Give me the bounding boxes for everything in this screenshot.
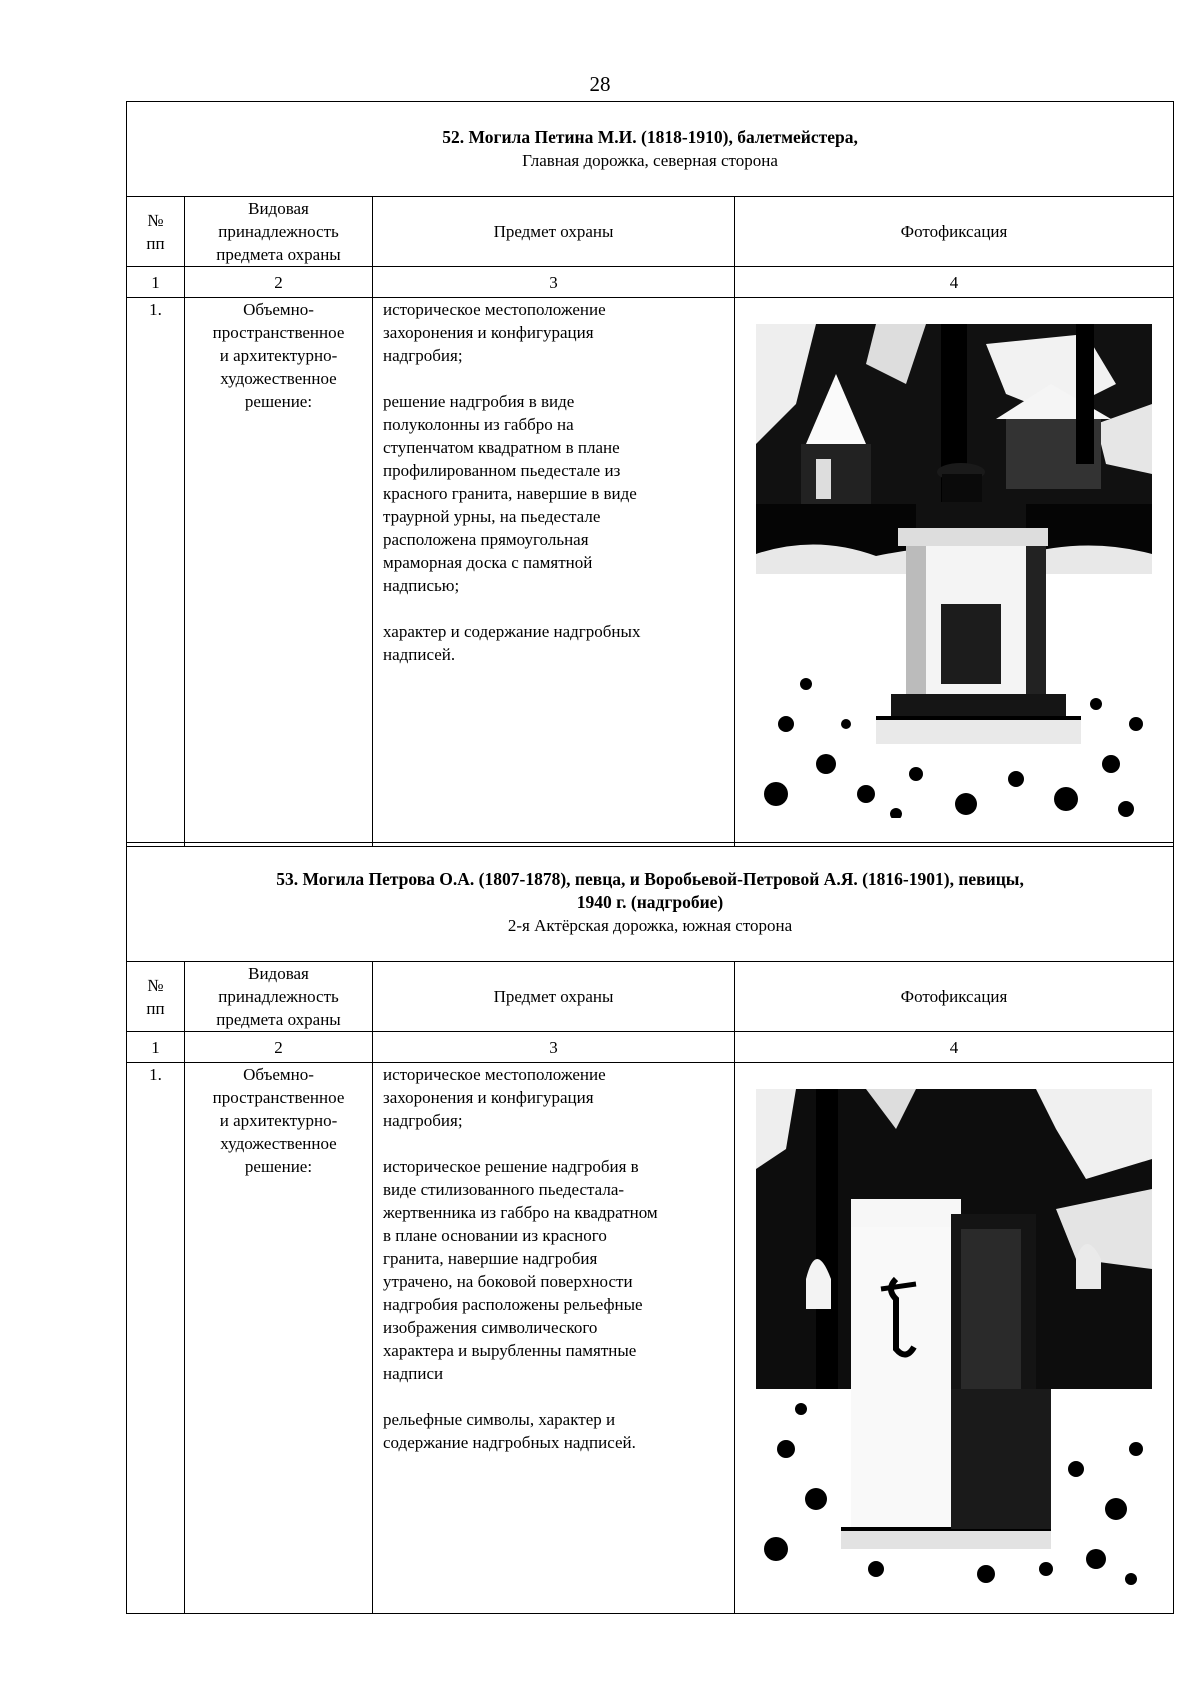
header-photo: Фотофиксация [735,962,1174,1032]
header-number: № пп [127,197,185,267]
header-type: Видовая принадлежность предмета охраны [185,962,373,1032]
section-title-cell [127,843,1174,962]
photo-cell [735,1063,1174,1614]
column-number-1: 1 [127,267,185,298]
protection-subject: историческое местоположение захоронения и конфигурация надгробия; решение надгробия в виде полуколонны из габбро на ступенчатом квадратном в плане профилированном пьедестале из красного гранита, навершие в виде траурной урны, на пьедестале расположена прямоугольная мраморная доска с памятной надписью; характер и содержание надгробных надписей. [373,298,735,847]
row-index: 1. [127,1063,185,1614]
section-title: 53. Могила Петрова О.А. (1807-1878), певца, и Воробьевой-Петровой А.Я. (1816-1901), певицы, [276,868,1024,889]
gravestone-photo-2 [756,1089,1152,1585]
row-index: 1. [127,298,185,847]
grave-section-53 [126,842,1174,1614]
section-subtitle: Главная дорожка, северная сторона [522,151,778,170]
header-photo: Фотофиксация [735,197,1174,267]
column-number-2: 2 [185,267,373,298]
protection-subject: историческое местоположение захоронения и конфигурация надгробия; историческое решение надгробия в виде стилизованного пьедестала- жертвенника из габбро на квадратном в плане основании из красного гранита, навершие надгробия утрачено, на боковой поверхности надгробия расположены рельефные изображения символического характера и вырубленны памятные надписи рельефные символы, характер и содержание надгробных надписей. [373,1063,735,1614]
header-type: Видовая принадлежность предмета охраны [185,197,373,267]
column-number-1: 1 [127,1032,185,1063]
gravestone-photo-1 [756,324,1152,818]
protection-type: Объемно- пространственное и архитектурно- художественное решение: [185,1063,373,1614]
section-title: 52. Могила Петина М.И. (1818-1910), балетмейстера, [442,127,858,147]
header-subject: Предмет охраны [373,962,735,1032]
section-title-cell [127,102,1174,197]
header-subject: Предмет охраны [373,197,735,267]
column-number-3: 3 [373,1032,735,1063]
protection-type: Объемно- пространственное и архитектурно- художественное решение: [185,298,373,847]
photo-cell [735,298,1174,847]
section-subtitle: 2-я Актёрская дорожка, южная сторона [507,915,793,935]
column-number-4: 4 [735,267,1174,298]
column-number-4: 4 [735,1032,1174,1063]
grave-section-52 [126,101,1174,847]
column-number-3: 3 [373,267,735,298]
section-title-line2: 1940 г. (надгробие) [576,891,724,912]
column-number-2: 2 [185,1032,373,1063]
header-number: № пп [127,962,185,1032]
page-number: 28 [589,72,611,96]
